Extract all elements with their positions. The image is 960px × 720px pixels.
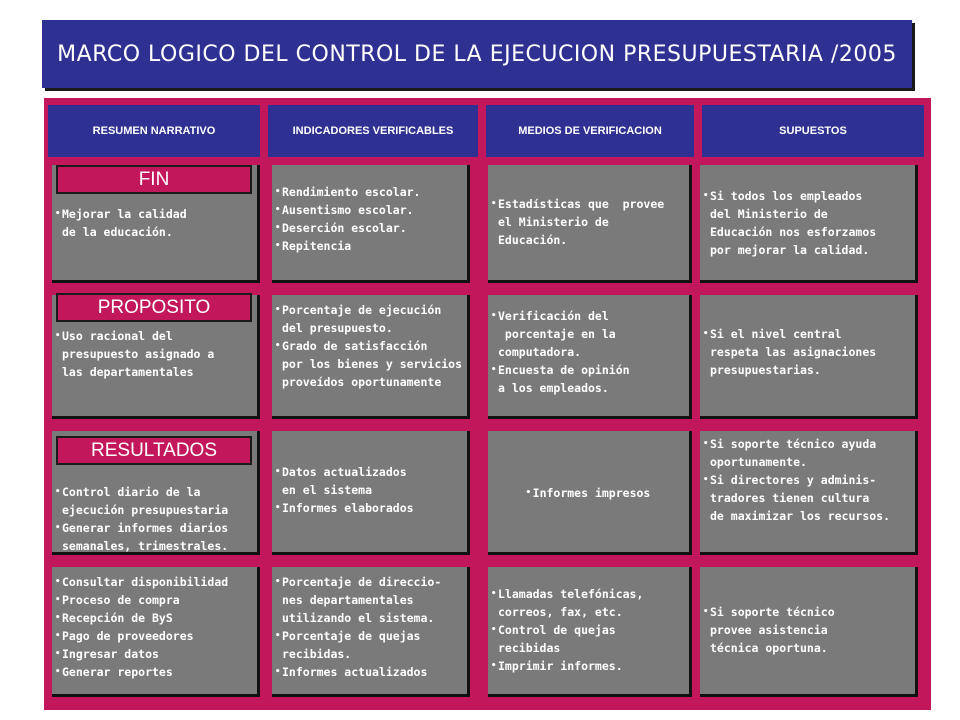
cell-supuestos-actividades (700, 567, 918, 697)
list-item: de maximizar los recursos. (710, 509, 891, 523)
list-item: tradores tienen cultura (710, 491, 870, 505)
list-item: • Mejorar la calidad (56, 205, 253, 223)
list-item: • Proceso de compra (56, 591, 253, 609)
list-item: • Llamadas telefónicas, (492, 585, 685, 603)
list-item: • Generar reportes (56, 663, 253, 681)
list-item: del presupuesto. (282, 321, 393, 335)
list-item: respeta las asignaciones (710, 345, 877, 359)
list-item: recibidas. (282, 647, 352, 661)
list-item: • Uso racional del (56, 327, 253, 345)
list-item: • Estadísticas que provee (492, 195, 685, 213)
header-supuestos (702, 105, 924, 157)
list-item: • Porcentaje de direccio- (276, 573, 463, 591)
list-item: a los empleados. (498, 381, 609, 395)
list-item: • Ingresar datos (56, 645, 253, 663)
list-item: Educación. (498, 233, 568, 247)
page-title: MARCO LOGICO DEL CONTROL DE LA EJECUCION PRESUPUESTARIA /2005 (57, 41, 897, 67)
list-item: • Control diario de la (56, 483, 253, 501)
list-item: • Datos actualizados (276, 463, 463, 481)
list-item: • Control de quejas (492, 621, 685, 639)
list-item: nes departamentales (282, 593, 414, 607)
cell-supuestos-resultados (700, 431, 918, 555)
label-fin (56, 165, 252, 194)
label-text: PROPOSITO (97, 296, 211, 318)
list-item: del Ministerio de (710, 207, 828, 221)
list-item: en el sistema (282, 483, 373, 497)
list-item: • Porcentaje de ejecución (276, 301, 463, 319)
list-item: de la educación. (62, 225, 173, 239)
header-indicadores (268, 105, 478, 157)
list-item: • Informes impresos (527, 484, 651, 502)
cell-resumen-actividades (52, 567, 260, 697)
list-item: • Grado de satisfacción (276, 337, 463, 355)
cell-medios-proposito (488, 295, 692, 419)
list-item: • Rendimiento escolar. (276, 183, 463, 201)
header-label: INDICADORES VERIFICABLES (292, 125, 454, 137)
cell-indicadores-actividades (272, 567, 470, 697)
label-text: RESULTADOS (91, 439, 217, 461)
list-item: • Porcentaje de quejas (276, 627, 463, 645)
cell-supuestos-fin (700, 165, 918, 283)
list-item: técnica oportuna. (710, 641, 828, 655)
cell-medios-fin (488, 165, 692, 283)
list-item: oportunamente. (710, 455, 807, 469)
list-item: correos, fax, etc. (498, 605, 623, 619)
list-item: el Ministerio de (498, 215, 609, 229)
label-text: FIN (138, 168, 170, 190)
list-item: • Si directores y adminis- (704, 471, 911, 489)
header-resumen-narrativo (48, 105, 260, 157)
title-bar (42, 20, 912, 88)
list-item: • Si soporte técnico (704, 603, 911, 621)
list-item: • Informes elaborados (276, 499, 463, 517)
list-item: porcentaje en la (498, 327, 616, 341)
list-item: • Ausentismo escolar. (276, 201, 463, 219)
header-label: MEDIOS DE VERIFICACION (518, 125, 662, 137)
list-item: • Repitencia (276, 237, 463, 255)
list-item: ejecución presupuestaria (62, 503, 229, 517)
list-item: utilizando el sistema. (282, 611, 435, 625)
list-item: computadora. (498, 345, 582, 359)
label-proposito (56, 293, 252, 322)
list-item: proveídos oportunamente (282, 375, 442, 389)
list-item: provee asistencia (710, 623, 828, 637)
list-item: • Deserción escolar. (276, 219, 463, 237)
header-medios (486, 105, 694, 157)
list-item: por los bienes y servicios (282, 357, 463, 371)
header-label: RESUMEN NARRATIVO (92, 125, 216, 137)
header-label: SUPUESTOS (779, 125, 847, 137)
cell-supuestos-proposito (700, 295, 918, 419)
list-item: • Imprimir informes. (492, 657, 685, 675)
list-item: recibidas (498, 641, 561, 655)
list-item: • Informes actualizados (276, 663, 463, 681)
list-item: • Si soporte técnico ayuda (704, 435, 911, 453)
list-item: • Si todos los empleados (704, 187, 911, 205)
cell-indicadores-fin (272, 165, 470, 283)
cell-indicadores-proposito (272, 295, 470, 419)
list-item: presupuesto asignado a (62, 347, 215, 361)
list-item: • Verificación del (492, 307, 685, 325)
list-item: • Si el nivel central (704, 325, 911, 343)
list-item: • Pago de proveedores (56, 627, 253, 645)
cell-indicadores-resultados (272, 431, 470, 555)
list-item: presupuestarias. (710, 363, 821, 377)
list-item: semanales, trimestrales. (62, 539, 229, 553)
cell-medios-resultados (488, 431, 692, 555)
list-item: por mejorar la calidad. (710, 243, 870, 257)
label-resultados (56, 436, 252, 465)
list-item: • Generar informes diarios (56, 519, 253, 537)
cell-medios-actividades (488, 567, 692, 697)
list-item: Educación nos esforzamos (710, 225, 877, 239)
list-item: • Consultar disponibilidad (56, 573, 253, 591)
list-item: las departamentales (62, 365, 194, 379)
list-item: • Recepción de ByS (56, 609, 253, 627)
list-item: • Encuesta de opinión (492, 361, 685, 379)
